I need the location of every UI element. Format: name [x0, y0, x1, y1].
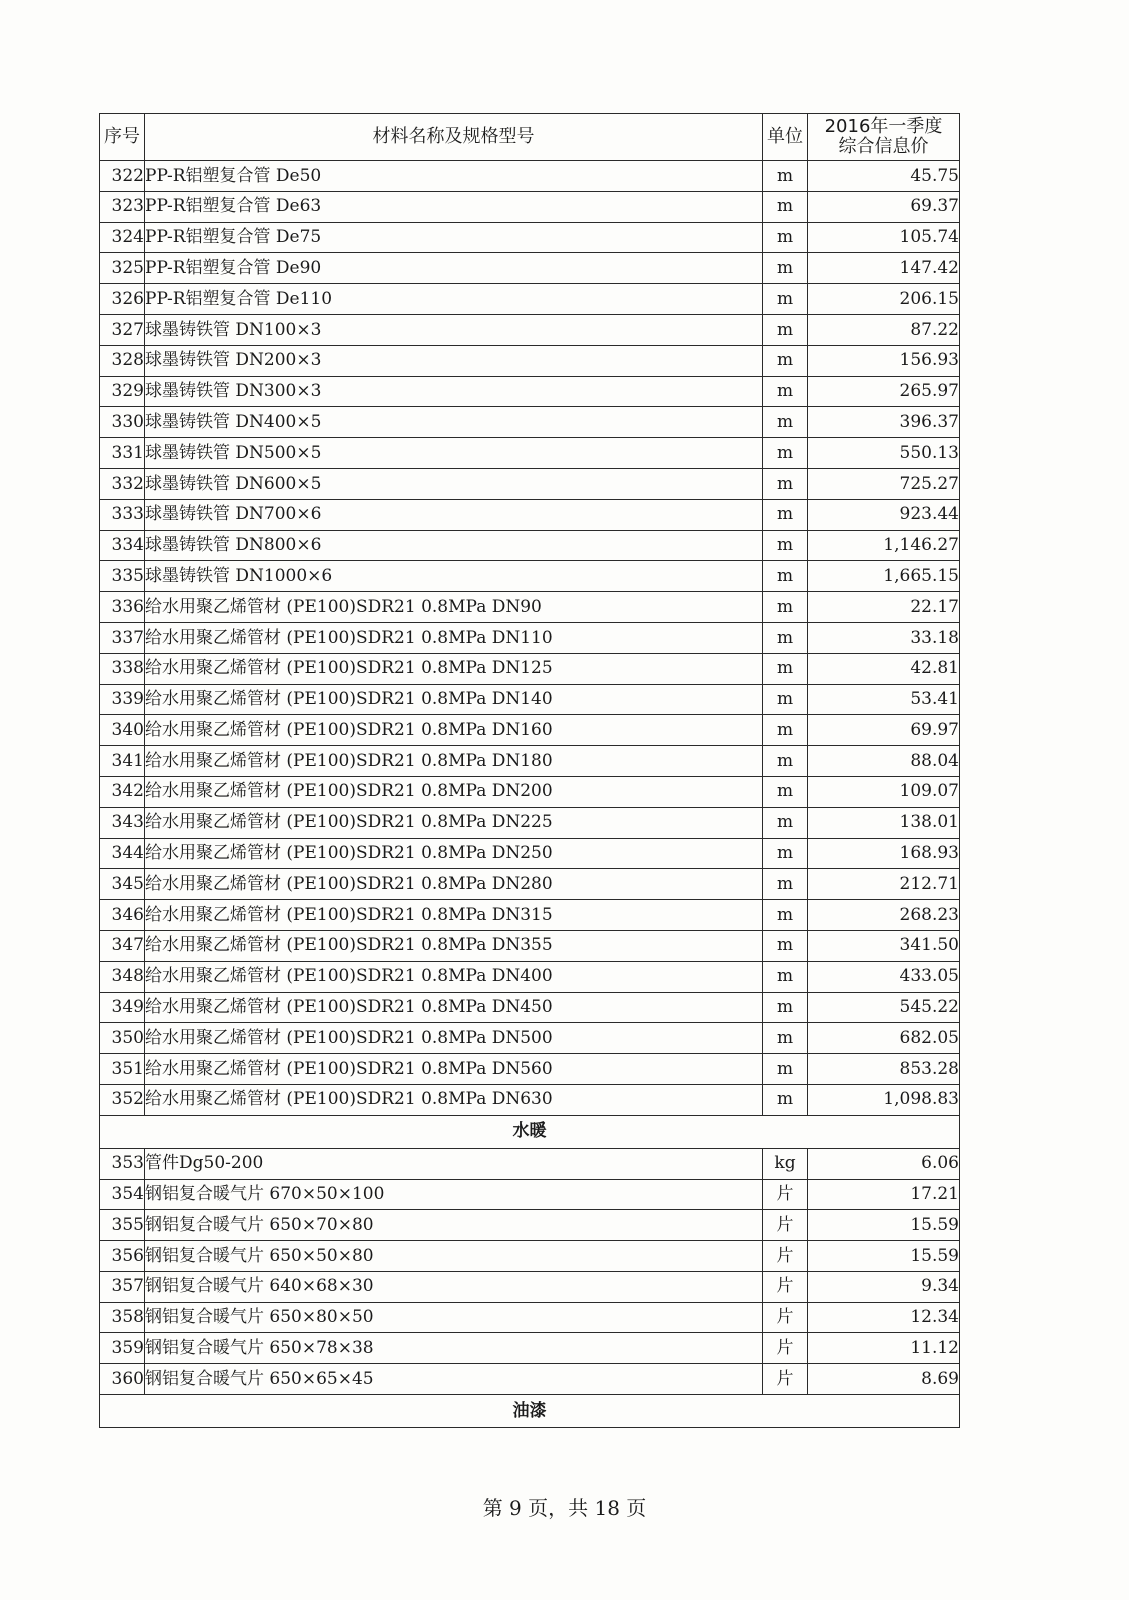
unit-cell: m: [763, 653, 808, 684]
price-cell: 682.05: [808, 1023, 960, 1054]
row-number: 356: [100, 1241, 145, 1272]
header-price: [808, 114, 960, 161]
row-number: 324: [100, 222, 145, 253]
row-number: 358: [100, 1302, 145, 1333]
table-row: [100, 253, 960, 284]
table-row: [100, 1148, 960, 1179]
unit-cell: m: [763, 407, 808, 438]
row-number: 323: [100, 191, 145, 222]
table-row: [100, 807, 960, 838]
table-row: [100, 191, 960, 222]
row-number: 339: [100, 684, 145, 715]
unit-cell: m: [763, 961, 808, 992]
table-row: [100, 1333, 960, 1364]
row-number: 322: [100, 161, 145, 192]
material-name: 球墨铸铁管 DN400×5: [145, 407, 763, 438]
unit-cell: m: [763, 499, 808, 530]
price-cell: 45.75: [808, 161, 960, 192]
material-name: 给水用聚乙烯管材 (PE100)SDR21 0.8MPa DN280: [145, 869, 763, 900]
unit-cell: m: [763, 438, 808, 469]
table-row: [100, 838, 960, 869]
table-row: [100, 869, 960, 900]
unit-cell: 片: [763, 1210, 808, 1241]
price-cell: 1,146.27: [808, 530, 960, 561]
row-number: 326: [100, 284, 145, 315]
row-number: 357: [100, 1271, 145, 1302]
material-name: 给水用聚乙烯管材 (PE100)SDR21 0.8MPa DN110: [145, 622, 763, 653]
row-number: 340: [100, 715, 145, 746]
material-name: 球墨铸铁管 DN200×3: [145, 345, 763, 376]
unit-cell: m: [763, 992, 808, 1023]
unit-cell: m: [763, 191, 808, 222]
header-no: 序号: [100, 114, 145, 161]
row-number: 334: [100, 530, 145, 561]
material-name: 球墨铸铁管 DN700×6: [145, 499, 763, 530]
row-number: 329: [100, 376, 145, 407]
row-number: 328: [100, 345, 145, 376]
price-cell: 138.01: [808, 807, 960, 838]
table-row: [100, 222, 960, 253]
material-name: 钢铝复合暖气片 650×50×80: [145, 1241, 763, 1272]
price-cell: 9.34: [808, 1271, 960, 1302]
material-name: 球墨铸铁管 DN500×5: [145, 438, 763, 469]
unit-cell: m: [763, 838, 808, 869]
unit-cell: m: [763, 776, 808, 807]
material-name: 钢铝复合暖气片 640×68×30: [145, 1271, 763, 1302]
row-number: 352: [100, 1084, 145, 1115]
price-cell: 923.44: [808, 499, 960, 530]
row-number: 332: [100, 468, 145, 499]
price-cell: 853.28: [808, 1054, 960, 1085]
table-row: [100, 1054, 960, 1085]
row-number: 349: [100, 992, 145, 1023]
material-name: 球墨铸铁管 DN100×3: [145, 314, 763, 345]
row-number: 346: [100, 900, 145, 931]
section-header-row: [100, 1395, 960, 1428]
unit-cell: m: [763, 684, 808, 715]
price-cell: 69.97: [808, 715, 960, 746]
unit-cell: m: [763, 592, 808, 623]
table-row: [100, 161, 960, 192]
row-number: 347: [100, 930, 145, 961]
unit-cell: m: [763, 345, 808, 376]
header-name: 材料名称及规格型号: [145, 114, 763, 161]
row-number: 353: [100, 1148, 145, 1179]
unit-cell: m: [763, 746, 808, 777]
price-cell: 69.37: [808, 191, 960, 222]
price-cell: 105.74: [808, 222, 960, 253]
material-name: 球墨铸铁管 DN1000×6: [145, 561, 763, 592]
price-cell: 33.18: [808, 622, 960, 653]
unit-cell: m: [763, 1054, 808, 1085]
unit-cell: 片: [763, 1271, 808, 1302]
unit-cell: 片: [763, 1364, 808, 1395]
unit-cell: m: [763, 284, 808, 315]
unit-cell: m: [763, 1084, 808, 1115]
table-row: [100, 684, 960, 715]
price-cell: 168.93: [808, 838, 960, 869]
material-name: 管件Dg50-200: [145, 1148, 763, 1179]
row-number: 348: [100, 961, 145, 992]
row-number: 333: [100, 499, 145, 530]
material-name: 给水用聚乙烯管材 (PE100)SDR21 0.8MPa DN315: [145, 900, 763, 931]
row-number: 344: [100, 838, 145, 869]
row-number: 343: [100, 807, 145, 838]
table-row: [100, 1210, 960, 1241]
unit-cell: 片: [763, 1333, 808, 1364]
price-cell: 156.93: [808, 345, 960, 376]
price-table: [99, 113, 960, 1428]
material-name: 钢铝复合暖气片 650×65×45: [145, 1364, 763, 1395]
price-cell: 396.37: [808, 407, 960, 438]
row-number: 335: [100, 561, 145, 592]
row-number: 354: [100, 1179, 145, 1210]
material-name: PP-R铝塑复合管 De75: [145, 222, 763, 253]
table-row: [100, 1241, 960, 1272]
row-number: 341: [100, 746, 145, 777]
material-name: 给水用聚乙烯管材 (PE100)SDR21 0.8MPa DN400: [145, 961, 763, 992]
price-cell: 1,098.83: [808, 1084, 960, 1115]
price-cell: 268.23: [808, 900, 960, 931]
table-row: [100, 376, 960, 407]
unit-cell: m: [763, 930, 808, 961]
material-name: 钢铝复合暖气片 650×70×80: [145, 1210, 763, 1241]
row-number: 351: [100, 1054, 145, 1085]
material-name: 给水用聚乙烯管材 (PE100)SDR21 0.8MPa DN90: [145, 592, 763, 623]
table-row: [100, 746, 960, 777]
table-row: [100, 776, 960, 807]
row-number: 337: [100, 622, 145, 653]
table-row: [100, 314, 960, 345]
material-name: PP-R铝塑复合管 De63: [145, 191, 763, 222]
material-name: 给水用聚乙烯管材 (PE100)SDR21 0.8MPa DN160: [145, 715, 763, 746]
unit-cell: m: [763, 715, 808, 746]
table-row: [100, 438, 960, 469]
unit-cell: m: [763, 314, 808, 345]
price-cell: 109.07: [808, 776, 960, 807]
row-number: 325: [100, 253, 145, 284]
table-body: [100, 161, 960, 1428]
material-name: PP-R铝塑复合管 De110: [145, 284, 763, 315]
price-cell: 15.59: [808, 1241, 960, 1272]
material-name: 给水用聚乙烯管材 (PE100)SDR21 0.8MPa DN225: [145, 807, 763, 838]
price-cell: 433.05: [808, 961, 960, 992]
price-cell: 17.21: [808, 1179, 960, 1210]
section-header-row: [100, 1115, 960, 1148]
material-name: 钢铝复合暖气片 670×50×100: [145, 1179, 763, 1210]
row-number: 330: [100, 407, 145, 438]
table-row: [100, 561, 960, 592]
table-row: [100, 622, 960, 653]
price-cell: 15.59: [808, 1210, 960, 1241]
material-name: 钢铝复合暖气片 650×78×38: [145, 1333, 763, 1364]
table-row: [100, 1084, 960, 1115]
unit-cell: kg: [763, 1148, 808, 1179]
unit-cell: m: [763, 161, 808, 192]
table-row: [100, 930, 960, 961]
table-row: [100, 1179, 960, 1210]
material-name: PP-R铝塑复合管 De90: [145, 253, 763, 284]
price-cell: 8.69: [808, 1364, 960, 1395]
row-number: 336: [100, 592, 145, 623]
header-unit: 单位: [763, 114, 808, 161]
material-name: 给水用聚乙烯管材 (PE100)SDR21 0.8MPa DN450: [145, 992, 763, 1023]
table-row: [100, 468, 960, 499]
material-name: 给水用聚乙烯管材 (PE100)SDR21 0.8MPa DN125: [145, 653, 763, 684]
price-cell: 42.81: [808, 653, 960, 684]
unit-cell: m: [763, 376, 808, 407]
unit-cell: m: [763, 900, 808, 931]
unit-cell: m: [763, 807, 808, 838]
price-cell: 545.22: [808, 992, 960, 1023]
price-cell: 12.34: [808, 1302, 960, 1333]
price-sheet: [99, 113, 959, 1428]
unit-cell: m: [763, 253, 808, 284]
price-cell: 22.17: [808, 592, 960, 623]
price-cell: 11.12: [808, 1333, 960, 1364]
material-name: 球墨铸铁管 DN800×6: [145, 530, 763, 561]
unit-cell: 片: [763, 1241, 808, 1272]
table-row: [100, 900, 960, 931]
unit-cell: m: [763, 561, 808, 592]
material-name: 给水用聚乙烯管材 (PE100)SDR21 0.8MPa DN630: [145, 1084, 763, 1115]
header-price-label: 2016年一季度综合信息价: [824, 116, 943, 157]
unit-cell: m: [763, 468, 808, 499]
row-number: 331: [100, 438, 145, 469]
price-cell: 550.13: [808, 438, 960, 469]
price-cell: 147.42: [808, 253, 960, 284]
row-number: 350: [100, 1023, 145, 1054]
unit-cell: m: [763, 222, 808, 253]
price-cell: 53.41: [808, 684, 960, 715]
row-number: 355: [100, 1210, 145, 1241]
row-number: 338: [100, 653, 145, 684]
table-row: [100, 653, 960, 684]
unit-cell: m: [763, 1023, 808, 1054]
row-number: 360: [100, 1364, 145, 1395]
table-row: [100, 592, 960, 623]
material-name: 给水用聚乙烯管材 (PE100)SDR21 0.8MPa DN500: [145, 1023, 763, 1054]
table-row: [100, 1364, 960, 1395]
table-row: [100, 345, 960, 376]
unit-cell: 片: [763, 1179, 808, 1210]
material-name: PP-R铝塑复合管 De50: [145, 161, 763, 192]
price-cell: 6.06: [808, 1148, 960, 1179]
table-row: [100, 284, 960, 315]
table-row: [100, 1302, 960, 1333]
table-row: [100, 530, 960, 561]
price-cell: 265.97: [808, 376, 960, 407]
material-name: 给水用聚乙烯管材 (PE100)SDR21 0.8MPa DN250: [145, 838, 763, 869]
material-name: 钢铝复合暖气片 650×80×50: [145, 1302, 763, 1333]
row-number: 359: [100, 1333, 145, 1364]
row-number: 342: [100, 776, 145, 807]
table-row: [100, 407, 960, 438]
material-name: 球墨铸铁管 DN600×5: [145, 468, 763, 499]
section-title: 水暖: [100, 1115, 960, 1148]
material-name: 给水用聚乙烯管材 (PE100)SDR21 0.8MPa DN560: [145, 1054, 763, 1085]
table-row: [100, 992, 960, 1023]
unit-cell: m: [763, 869, 808, 900]
price-cell: 725.27: [808, 468, 960, 499]
material-name: 给水用聚乙烯管材 (PE100)SDR21 0.8MPa DN180: [145, 746, 763, 777]
table-row: [100, 499, 960, 530]
material-name: 给水用聚乙烯管材 (PE100)SDR21 0.8MPa DN355: [145, 930, 763, 961]
table-row: [100, 961, 960, 992]
price-cell: 88.04: [808, 746, 960, 777]
material-name: 给水用聚乙烯管材 (PE100)SDR21 0.8MPa DN140: [145, 684, 763, 715]
material-name: 给水用聚乙烯管材 (PE100)SDR21 0.8MPa DN200: [145, 776, 763, 807]
page-number-footer: 第 9 页，共 18 页: [482, 1496, 647, 1520]
unit-cell: 片: [763, 1302, 808, 1333]
material-name: 球墨铸铁管 DN300×3: [145, 376, 763, 407]
table-row: [100, 715, 960, 746]
price-cell: 212.71: [808, 869, 960, 900]
price-cell: 341.50: [808, 930, 960, 961]
price-cell: 1,665.15: [808, 561, 960, 592]
unit-cell: m: [763, 530, 808, 561]
section-title: 油漆: [100, 1395, 960, 1428]
price-cell: 206.15: [808, 284, 960, 315]
table-row: [100, 1023, 960, 1054]
table-row: [100, 1271, 960, 1302]
unit-cell: m: [763, 622, 808, 653]
row-number: 327: [100, 314, 145, 345]
header-row: [100, 114, 960, 161]
price-cell: 87.22: [808, 314, 960, 345]
row-number: 345: [100, 869, 145, 900]
